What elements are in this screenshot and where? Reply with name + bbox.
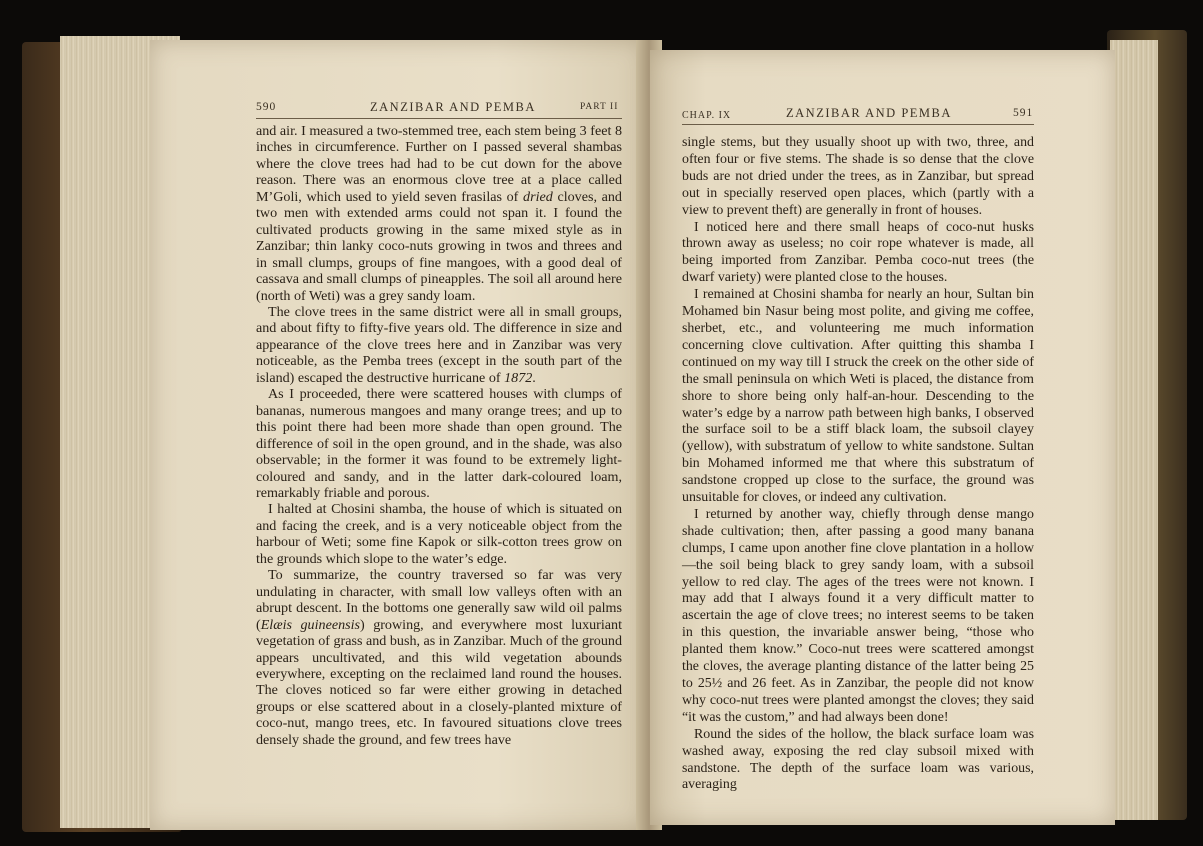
right-paragraph xyxy=(682,507,1034,727)
right-paragraph xyxy=(682,135,1034,220)
left-header-rule xyxy=(256,118,622,119)
body-text: Round the sides of the hollow, the black surface loam was washed away, exposing the red clay subsoil mixed with sandstone. The depth of the surface loam was various, averaging xyxy=(682,726,1034,793)
right-page-text xyxy=(682,135,1034,794)
body-text: cloves, and two men with extended arms could not span it. I found the cultivated products growing in the same mixed style as in Zanzibar; thin lanky coco-nuts growing in twos and threes and in small clumps, groups of fine mangoes, with a good deal of cassava and small clumps of pineapples. The soil all around here (north of Weti) was a grey sandy loam. xyxy=(256,188,622,304)
left-page-number: 590 xyxy=(256,101,277,113)
right-paragraph xyxy=(682,287,1034,507)
right-header-rule xyxy=(682,124,1034,125)
italic-text: 1872 xyxy=(504,369,533,386)
left-paragraph xyxy=(256,123,622,304)
body-text: I halted at Chosini shamba, the house of which is situated on and facing the creek, and is a very noticeable object from the harbour of Weti; some fine Kapok or silk-cotton trees grow on the grounds which slope to the water’s edge. xyxy=(256,501,622,567)
page-edges-right xyxy=(1110,40,1158,820)
left-paragraph xyxy=(256,386,622,501)
italic-text: dried xyxy=(523,188,553,205)
right-chapter-label: CHAP. IX xyxy=(682,110,732,121)
left-part-label: PART II xyxy=(580,102,619,112)
body-text: I remained at Chosini shamba for nearly an hour, Sultan bin Mohamed bin Nasur being most polite, and giving me coffee, sherbet, etc., and volunteering me much information concerning clove cultivation. After quitting this shamba I continued on my way till I struck the creek on the other side of the small peninsula on which Weti is placed, the distance from shore to shore being only half-an-hour. Descending to the water’s edge by a narrow path between high banks, I observed the surface soil to be a stiff black loam, the subsoil clayey (yellow), with substratum of yellow to white sandstone. Sultan bin Mohamed informed me that where this substratum of sandstone cropped up close to the surface, the ground was unsuitable for cloves, or indeed any cultivation. xyxy=(682,287,1034,506)
body-text: ) growing, and everywhere most luxuriant vegetation of grass and bush, as in Zanzibar. Much of the ground appears uncultivated, and this wild vegetation abounds everywhere, excepting on the reclaimed land round the houses. The cloves noticed so far were either growing in detached groups or else scattered about in a closely-planted mixture of coco-nut, mango trees, etc. In favoured situations clove trees densely shade the ground, and few trees have xyxy=(256,616,622,748)
right-paragraph xyxy=(682,727,1034,795)
right-page-number: 591 xyxy=(1013,107,1034,119)
left-running-head: ZANZIBAR AND PEMBA xyxy=(370,100,536,114)
right-running-head: ZANZIBAR AND PEMBA xyxy=(786,106,952,120)
body-text: I noticed here and there small heaps of coco-nut husks thrown away as useless; no coir rope whatever is made, all being imported from Zanzibar. Pemba coco-nut trees (the dwarf variety) were planted close to the houses. xyxy=(682,219,1034,286)
left-paragraph xyxy=(256,304,622,386)
body-text: . xyxy=(532,369,536,386)
body-text: To summarize, the country traversed so far was very undulating in character, with small low valleys often with an abrupt descent. In the bottoms one generally saw wild oil palms ( xyxy=(256,567,622,633)
body-text: I returned by another way, chiefly through dense mango shade cultivation; then, after passing a good many banana clumps, I came upon another fine clove plantation in a hollow—the soil being black to grey sandy loam, with a subsoil yellow to red clay. The ages of the trees were not known. I may add that I always found it a very difficult matter to ascertain the age of clove trees; no interest seems to be taken in this question, the invariable answer being, “those who planted them know.” Coco-nut trees were scattered amongst the cloves, the average planting distance of the latter being 25 to 25½ and 26 feet. As in Zanzibar, the people did not know why coco-nut trees were planted amongst the cloves; they said “it was the custom,” and had always been done! xyxy=(682,506,1034,725)
italic-text: Elæis guineensis xyxy=(260,616,361,633)
body-text: As I proceeded, there were scattered houses with clumps of bananas, numerous mangoes and many orange trees; and up to this point there had been more shade than open ground. The difference of soil in the open ground, and in the shade, was also observable; in the former it was found to be extremely light-coloured and sandy, and in the latter dark-coloured loam, remarkably friable and porous. xyxy=(256,386,622,501)
left-paragraph xyxy=(256,501,622,567)
right-paragraph xyxy=(682,220,1034,288)
body-text: single stems, but they usually shoot up with two, three, and often four or five stems. The shade is so dense that the clove buds are not dried under the trees, as in Zanzibar, but spread out in specially reserved open places, which (partly with a view to prevent theft) are generally in front of houses. xyxy=(682,135,1034,218)
left-paragraph xyxy=(256,567,622,748)
body-text: and air. I measured a two-stemmed tree, each stem being 3 feet 8 inches in circumference. Further on I passed several shambas where the clove trees had had to be cut down for the above reason. There was an enormous clove tree at a place called M’Goli, which used to yield seven frasilas of xyxy=(256,123,622,205)
body-text: The clove trees in the same district were all in small groups, and about fifty to fifty-five years old. The difference in size and appearance of the clove trees here and in Zanzibar was very noticeable, as the Pemba trees (except in the south part of the island) escaped the destructive hurricane of xyxy=(256,303,622,386)
left-page-text xyxy=(256,123,622,748)
